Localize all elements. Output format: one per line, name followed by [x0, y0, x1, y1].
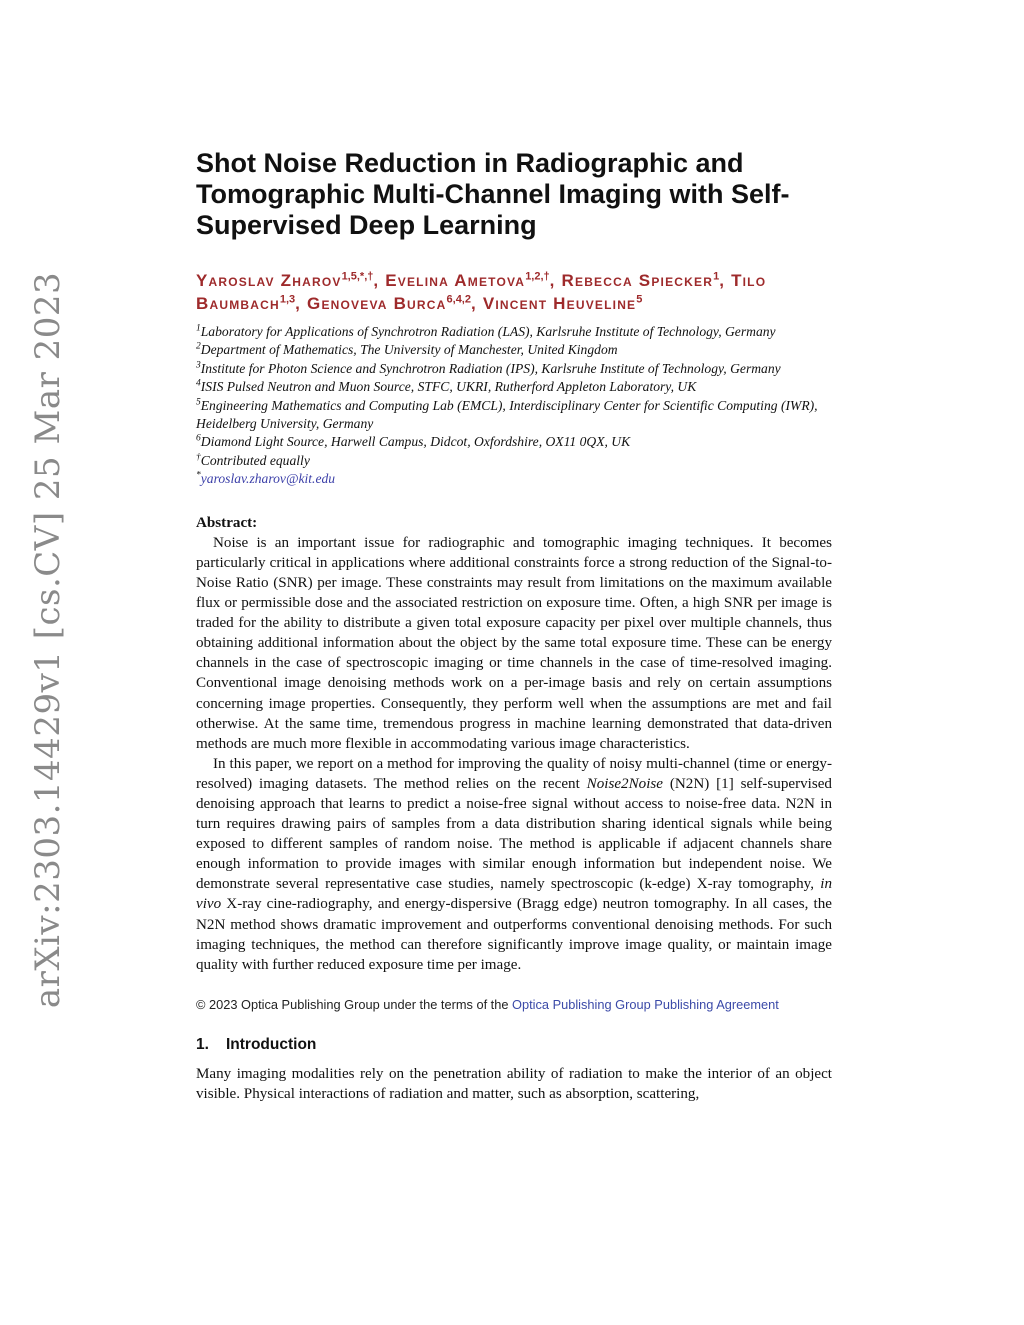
author-name: Vincent Heuveline [482, 294, 637, 313]
author-name: Rebecca Spiecker [561, 271, 714, 290]
affiliation: $^2$Department of Mathematics, The University of Manchester, United Kingdom [196, 341, 618, 358]
introduction-paragraph: Many imaging modalities rely on the penetration ability of radiation to make the interior of an object visible. Physical interactions of radiation and matter, such as absorption, scattering, [196, 1065, 832, 1102]
corresponding-email[interactable]: *yaroslav.zharov@kit.edu [196, 470, 336, 487]
author-affiliation-marks: 6,4,2 [446, 293, 471, 306]
section-number: 1. [196, 1035, 209, 1053]
author-affiliation-marks: 1,2,† [525, 270, 550, 283]
author-name: Yaroslav Zharov [196, 271, 342, 290]
introduction-text [196, 1064, 832, 1104]
author-name: Genoveva Burca [307, 294, 447, 313]
section-title: Introduction [226, 1035, 317, 1053]
author-affiliation-marks: 1,3 [279, 293, 296, 306]
author-affiliation-marks: 1 [713, 270, 720, 283]
publishing-agreement-link[interactable]: Optica Publishing Group Publishing Agreement [512, 996, 779, 1012]
affiliation: $^3$Institute for Photon Science and Synchrotron Radiation (IPS), Karlsruhe Institute of Technology, Germany [196, 360, 781, 376]
abstract-paragraph: In this paper, we report on a method for improving the quality of noisy multi-channel (time or energy-resolved) imaging datasets. The method relies on the recent Noise2Noise (N2N) [1] self-supervised denoising approach that learns to predict a noise-free signal without access to noise-free data. N2N in turn requires drawing pairs of samples from a data distribution sharing identical signals while being exposed to different samples of random noise. The method is applicable if adjacent channels share enough information to provide images with similar enough information but independent noise. We demonstrate several representative case studies, namely spectroscopic (k-edge) X-ray tomography, in vivo X-ray cine-radiography, and energy-dispersive (Bragg edge) neutron tomography. In all cases, the N2N method shows dramatic improvement and outperforms conventional denoising methods. For such imaging techniques, the method can therefore significantly improve image quality, or maintain image quality with further reduced exposure time per image. [196, 755, 832, 973]
arxiv-identifier-stamp: arXiv:2303.14429v1 [cs.CV] 25 Mar 2023 [28, 271, 68, 1009]
abstract [196, 513, 832, 975]
author-affiliation-marks: 1,5,*,† [341, 270, 374, 283]
affiliation-list [196, 323, 832, 489]
copyright-notice: © 2023 Optica Publishing Group under the terms of the Optica Publishing Group Publishing Agreement [196, 996, 779, 1012]
affiliation: $^4$ISIS Pulsed Neutron and Muon Source, STFC, UKRI, Rutherford Appleton Laboratory, UK [196, 378, 697, 395]
author-name: Tilo Baumbach [196, 271, 767, 313]
paper-title: Shot Noise Reduction in Radiographic and Tomographic Multi-Channel Imaging with Self-Supervised Deep Learning [196, 148, 790, 240]
author-affiliation-marks: 5 [636, 293, 643, 306]
section-heading [196, 1036, 832, 1054]
affiliation: $^6$Diamond Light Source, Harwell Campus, Didcot, Oxfordshire, OX11 0QX, UK [196, 433, 631, 450]
author-name: Evelina Ametova [385, 271, 526, 290]
author-list: Yaroslav Zharov$^{1,5,*,\dagger}$, Evelina Ametova$^{1,2,\dagger}$, Rebecca Spiecker$^1$, Tilo Baumbach$^{1,3}$, Genoveva Burca$^{6,4,2}$, Vincent Heuveline$^5$ [196, 270, 767, 313]
equal-contribution-note: †Contributed equally [196, 452, 310, 468]
affiliation: $^1$Laboratory for Applications of Synchrotron Radiation (LAS), Karlsruhe Institute of Technology, Germany [196, 323, 776, 339]
paper-first-page [196, 148, 832, 1104]
email-link[interactable]: yaroslav.zharov@kit.edu [200, 471, 336, 487]
abstract-paragraph: Noise is an important issue for radiographic and tomographic imaging techniques. It becomes particularly critical in applications where additional constraints force a strong reduction of the Signal-to-Noise Ratio (SNR) per image. These constraints may result from limitations on the maximum available flux or permissible dose and the associated restriction on exposure time. Often, a high SNR per image is traded for the ability to distribute a given total exposure capacity per pixel over multiple channels, thus obtaining additional information about the object by the same total exposure time. These can be energy channels in the case of spectroscopic imaging or time channels in the case of time-resolved imaging. Conventional image denoising methods work on a per-image basis and rely on certain assumptions concerning image properties. Consequently, they perform well when the assumptions are met and fail otherwise. At the same time, tremendous progress in machine learning demonstrated that data-driven methods are much more flexible in accommodating various image characteristics. [196, 534, 832, 752]
abstract-heading: Abstract: [196, 514, 258, 531]
affiliation: $^5$Engineering Mathematics and Computing Lab (EMCL), Interdisciplinary Center for Scientific Computing (IWR), Heidelberg University, Germany [196, 397, 818, 432]
